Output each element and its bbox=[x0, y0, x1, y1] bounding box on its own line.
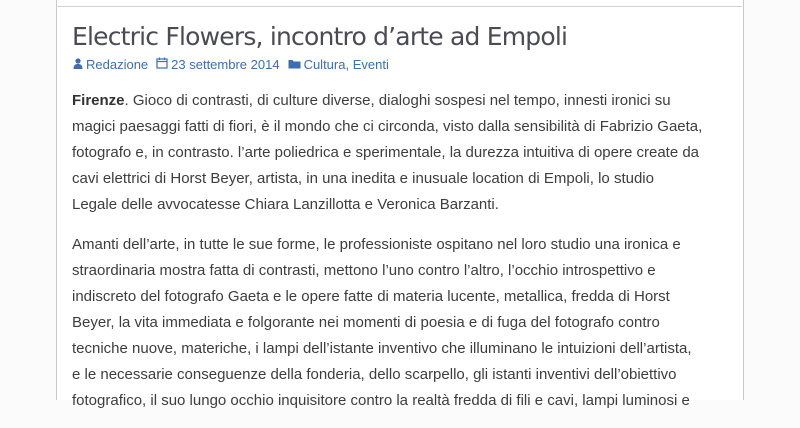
text-line: fotografico, il suo lungo occhio inquisitore contro la realtà fredda di fili e cavi, lampi luminosi e bbox=[72, 392, 690, 409]
category-link-eventi[interactable]: Eventi bbox=[352, 57, 389, 72]
category-link-cultura[interactable]: Cultura bbox=[303, 57, 346, 72]
text-line: Legale delle avvocatesse Chiara Lanzillotta e Veronica Barzanti. bbox=[72, 196, 499, 213]
header-divider bbox=[56, 0, 742, 7]
text-line: straordinaria mostra fatta di contrasti, mettono l’uno contro l’altro, l’occhio introspettivo e bbox=[72, 262, 656, 279]
paragraph-1 bbox=[72, 88, 740, 218]
text-line: fotografo e, in contrasto. l’arte poliedrica e sperimentale, la durezza intuitiva di opere create da bbox=[72, 144, 700, 161]
text-line: magici paesaggi fatti di fiori, è il mondo che ci circonda, visto dalla sensibilità di Fabrizio Gaeta, bbox=[72, 118, 703, 135]
article-body bbox=[72, 88, 740, 428]
text-line: cavi elettrici di Horst Beyer, artista, in una inedita e inusuale location di Empoli, lo studio bbox=[72, 170, 654, 187]
text-line: Beyer, la vita immediata e folgorante nei momenti di poesia e di fuga del fotografo contro bbox=[72, 314, 660, 331]
text-line: e le necessarie conseguenze della fonderia, dello scarpello, gli istanti inventivi dell’obiettivo bbox=[72, 366, 677, 383]
author-link[interactable]: Redazione bbox=[86, 57, 149, 72]
category-meta bbox=[288, 57, 389, 72]
date-meta bbox=[156, 57, 279, 72]
category-separator: , bbox=[345, 57, 350, 72]
calendar-icon bbox=[156, 57, 168, 72]
paragraph-2 bbox=[72, 232, 740, 414]
author-meta bbox=[73, 57, 148, 72]
text-line: Firenze. Gioco di contrasti, di culture diverse, dialoghi sospesi nel tempo, innesti ironici su bbox=[72, 92, 671, 109]
text-line: Amanti dell’arte, in tutte le sue forme, le professioniste ospitano nel loro studio una ironica e bbox=[72, 236, 681, 253]
location-lead: Firenze bbox=[72, 92, 125, 109]
user-icon bbox=[73, 57, 83, 72]
article-title[interactable]: Electric Flowers, incontro d’arte ad Empoli bbox=[72, 22, 568, 51]
article-meta bbox=[73, 57, 397, 72]
folder-icon bbox=[288, 57, 301, 72]
text-line: tecniche nuove, materiche, i lampi dell’istante inventivo che illuminano le intuizioni dell’artista, bbox=[72, 340, 692, 357]
text-line: indiscreto del fotografo Gaeta e le opere fatte di materia lucente, metallica, fredda di Horst bbox=[72, 288, 670, 305]
date-link[interactable]: 23 settembre 2014 bbox=[171, 57, 280, 72]
